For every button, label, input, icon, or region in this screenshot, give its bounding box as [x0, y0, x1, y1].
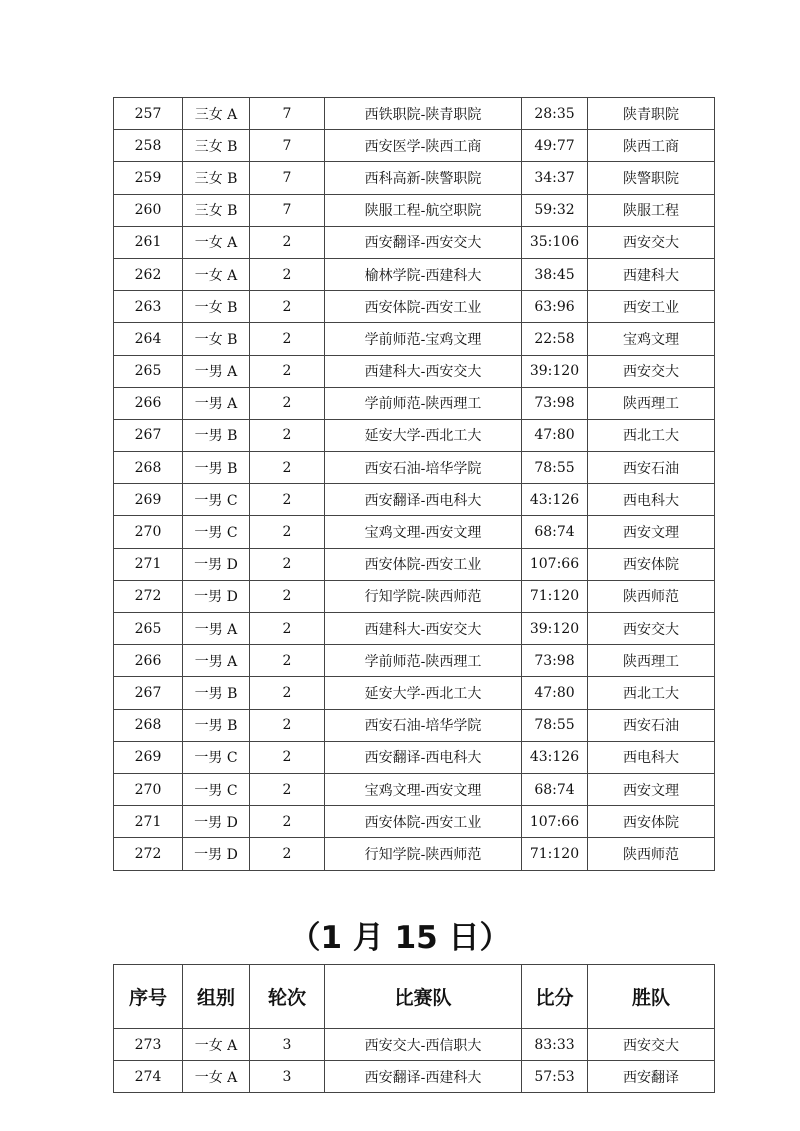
cell-group: 一女 A [183, 1061, 250, 1093]
cell-teams: 宝鸡文理-西安文理 [325, 516, 522, 548]
table-row [114, 323, 715, 355]
table-row [114, 677, 715, 709]
cell-teams: 行知学院-陕西师范 [325, 838, 522, 870]
cell-round: 2 [250, 806, 325, 838]
cell-no: 272 [114, 838, 183, 870]
table-row [114, 194, 715, 226]
cell-round: 2 [250, 452, 325, 484]
cell-round: 2 [250, 709, 325, 741]
cell-teams: 西科高新-陕警职院 [325, 162, 522, 194]
cell-group: 三女 B [183, 130, 250, 162]
cell-group: 一女 A [183, 226, 250, 258]
cell-winner: 西电科大 [588, 741, 715, 773]
cell-teams: 陕服工程-航空职院 [325, 194, 522, 226]
cell-round: 7 [250, 194, 325, 226]
cell-score: 83:33 [522, 1029, 588, 1061]
cell-no: 271 [114, 806, 183, 838]
table-row [114, 838, 715, 870]
cell-winner: 西电科大 [588, 484, 715, 516]
results-table-body [114, 1029, 715, 1093]
header-row [114, 965, 715, 1029]
cell-teams: 西安石油-培华学院 [325, 709, 522, 741]
cell-round: 2 [250, 323, 325, 355]
cell-round: 2 [250, 773, 325, 805]
table-row [114, 548, 715, 580]
cell-no: 264 [114, 323, 183, 355]
cell-winner: 陕西师范 [588, 580, 715, 612]
table-row [114, 613, 715, 645]
table-row [114, 484, 715, 516]
cell-no: 267 [114, 677, 183, 709]
cell-score: 39:120 [522, 355, 588, 387]
table-row [114, 226, 715, 258]
table-row [114, 773, 715, 805]
cell-round: 2 [250, 645, 325, 677]
cell-teams: 西安翻译-西建科大 [325, 1061, 522, 1093]
cell-score: 107:66 [522, 806, 588, 838]
cell-teams: 西安翻译-西电科大 [325, 741, 522, 773]
cell-teams: 学前师范-陕西理工 [325, 645, 522, 677]
table-row [114, 741, 715, 773]
table-row [114, 516, 715, 548]
cell-teams: 西安体院-西安工业 [325, 548, 522, 580]
cell-winner: 西建科大 [588, 258, 715, 290]
cell-group: 一男 D [183, 838, 250, 870]
cell-round: 2 [250, 548, 325, 580]
cell-group: 一男 C [183, 773, 250, 805]
cell-score: 73:98 [522, 645, 588, 677]
cell-group: 一男 B [183, 677, 250, 709]
table-row [114, 580, 715, 612]
cell-group: 一女 B [183, 291, 250, 323]
cell-score: 39:120 [522, 613, 588, 645]
cell-winner: 陕西师范 [588, 838, 715, 870]
cell-no: 259 [114, 162, 183, 194]
cell-winner: 西安工业 [588, 291, 715, 323]
cell-no: 266 [114, 387, 183, 419]
cell-round: 7 [250, 130, 325, 162]
cell-group: 一男 C [183, 516, 250, 548]
cell-group: 三女 A [183, 98, 250, 130]
cell-score: 73:98 [522, 387, 588, 419]
cell-no: 265 [114, 613, 183, 645]
cell-round: 2 [250, 484, 325, 516]
cell-winner: 西安文理 [588, 773, 715, 805]
cell-group: 三女 B [183, 162, 250, 194]
cell-round: 2 [250, 613, 325, 645]
cell-score: 57:53 [522, 1061, 588, 1093]
header-score: 比分 [522, 965, 588, 1029]
cell-winner: 西安翻译 [588, 1061, 715, 1093]
header-teams: 比赛队 [325, 965, 522, 1029]
cell-winner: 西北工大 [588, 419, 715, 451]
table-row [114, 130, 715, 162]
table-row [114, 1029, 715, 1061]
cell-score: 43:126 [522, 484, 588, 516]
cell-no: 262 [114, 258, 183, 290]
cell-no: 269 [114, 484, 183, 516]
cell-score: 68:74 [522, 516, 588, 548]
header-group: 组别 [183, 965, 250, 1029]
cell-round: 2 [250, 838, 325, 870]
cell-teams: 西安医学-陕西工商 [325, 130, 522, 162]
cell-no: 267 [114, 419, 183, 451]
cell-group: 一男 B [183, 419, 250, 451]
cell-score: 78:55 [522, 709, 588, 741]
table-row [114, 709, 715, 741]
header-winner: 胜队 [588, 965, 715, 1029]
cell-no: 270 [114, 516, 183, 548]
cell-teams: 西建科大-西安交大 [325, 613, 522, 645]
cell-group: 一男 B [183, 452, 250, 484]
cell-group: 一男 C [183, 741, 250, 773]
cell-round: 2 [250, 258, 325, 290]
cell-score: 49:77 [522, 130, 588, 162]
cell-no: 266 [114, 645, 183, 677]
cell-winner: 西安体院 [588, 806, 715, 838]
cell-score: 59:32 [522, 194, 588, 226]
cell-group: 一男 D [183, 806, 250, 838]
header-no: 序号 [114, 965, 183, 1029]
cell-teams: 延安大学-西北工大 [325, 419, 522, 451]
cell-round: 2 [250, 677, 325, 709]
cell-teams: 延安大学-西北工大 [325, 677, 522, 709]
cell-teams: 学前师范-宝鸡文理 [325, 323, 522, 355]
cell-teams: 西安翻译-西安交大 [325, 226, 522, 258]
cell-winner: 陕西工商 [588, 130, 715, 162]
cell-winner: 西安交大 [588, 226, 715, 258]
results-table-body [114, 98, 715, 871]
cell-no: 268 [114, 709, 183, 741]
cell-teams: 西安体院-西安工业 [325, 291, 522, 323]
cell-no: 260 [114, 194, 183, 226]
table-row [114, 1061, 715, 1093]
cell-round: 2 [250, 355, 325, 387]
cell-score: 71:120 [522, 580, 588, 612]
cell-round: 3 [250, 1029, 325, 1061]
table-row [114, 355, 715, 387]
cell-no: 271 [114, 548, 183, 580]
cell-round: 7 [250, 162, 325, 194]
cell-round: 3 [250, 1061, 325, 1093]
cell-score: 34:37 [522, 162, 588, 194]
cell-winner: 西安石油 [588, 452, 715, 484]
cell-no: 263 [114, 291, 183, 323]
cell-no: 274 [114, 1061, 183, 1093]
cell-round: 2 [250, 387, 325, 419]
cell-group: 三女 B [183, 194, 250, 226]
cell-score: 71:120 [522, 838, 588, 870]
table-row [114, 645, 715, 677]
cell-teams: 学前师范-陕西理工 [325, 387, 522, 419]
cell-score: 43:126 [522, 741, 588, 773]
cell-no: 258 [114, 130, 183, 162]
table-row [114, 452, 715, 484]
cell-teams: 西安交大-西信职大 [325, 1029, 522, 1061]
cell-round: 2 [250, 741, 325, 773]
cell-teams: 西建科大-西安交大 [325, 355, 522, 387]
table-row [114, 387, 715, 419]
table-row [114, 419, 715, 451]
cell-score: 78:55 [522, 452, 588, 484]
day-heading: （1 月 15 日） [289, 920, 511, 956]
results-table-jan14 [113, 97, 715, 871]
cell-winner: 西安文理 [588, 516, 715, 548]
cell-group: 一男 D [183, 580, 250, 612]
cell-group: 一男 B [183, 709, 250, 741]
cell-winner: 西安交大 [588, 355, 715, 387]
cell-no: 273 [114, 1029, 183, 1061]
cell-round: 2 [250, 226, 325, 258]
cell-no: 268 [114, 452, 183, 484]
cell-winner: 西安体院 [588, 548, 715, 580]
cell-teams: 西安体院-西安工业 [325, 806, 522, 838]
cell-winner: 西北工大 [588, 677, 715, 709]
cell-teams: 西安翻译-西电科大 [325, 484, 522, 516]
cell-round: 7 [250, 98, 325, 130]
cell-winner: 西安石油 [588, 709, 715, 741]
cell-score: 47:80 [522, 419, 588, 451]
cell-teams: 西安石油-培华学院 [325, 452, 522, 484]
cell-score: 47:80 [522, 677, 588, 709]
cell-winner: 陕警职院 [588, 162, 715, 194]
table-row [114, 806, 715, 838]
cell-group: 一男 C [183, 484, 250, 516]
cell-round: 2 [250, 580, 325, 612]
cell-round: 2 [250, 291, 325, 323]
cell-score: 28:35 [522, 98, 588, 130]
cell-winner: 陕西理工 [588, 645, 715, 677]
cell-teams: 行知学院-陕西师范 [325, 580, 522, 612]
cell-winner: 陕青职院 [588, 98, 715, 130]
cell-winner: 陕西理工 [588, 387, 715, 419]
cell-group: 一女 A [183, 258, 250, 290]
cell-no: 257 [114, 98, 183, 130]
cell-teams: 榆林学院-西建科大 [325, 258, 522, 290]
cell-winner: 西安交大 [588, 1029, 715, 1061]
cell-group: 一男 A [183, 355, 250, 387]
cell-score: 22:58 [522, 323, 588, 355]
table-row [114, 98, 715, 130]
cell-score: 68:74 [522, 773, 588, 805]
cell-group: 一男 A [183, 645, 250, 677]
cell-winner: 西安交大 [588, 613, 715, 645]
cell-teams: 宝鸡文理-西安文理 [325, 773, 522, 805]
cell-teams: 西铁职院-陕青职院 [325, 98, 522, 130]
cell-round: 2 [250, 419, 325, 451]
cell-score: 63:96 [522, 291, 588, 323]
cell-score: 35:106 [522, 226, 588, 258]
cell-score: 38:45 [522, 258, 588, 290]
cell-group: 一女 A [183, 1029, 250, 1061]
cell-no: 261 [114, 226, 183, 258]
table-row [114, 162, 715, 194]
table-row [114, 258, 715, 290]
cell-score: 107:66 [522, 548, 588, 580]
cell-group: 一男 A [183, 387, 250, 419]
cell-group: 一男 D [183, 548, 250, 580]
cell-no: 272 [114, 580, 183, 612]
cell-no: 270 [114, 773, 183, 805]
cell-winner: 陕服工程 [588, 194, 715, 226]
results-table-jan15 [113, 964, 715, 1093]
cell-group: 一男 A [183, 613, 250, 645]
cell-round: 2 [250, 516, 325, 548]
cell-no: 269 [114, 741, 183, 773]
cell-winner: 宝鸡文理 [588, 323, 715, 355]
cell-group: 一女 B [183, 323, 250, 355]
cell-no: 265 [114, 355, 183, 387]
header-round: 轮次 [250, 965, 325, 1029]
table-row [114, 291, 715, 323]
